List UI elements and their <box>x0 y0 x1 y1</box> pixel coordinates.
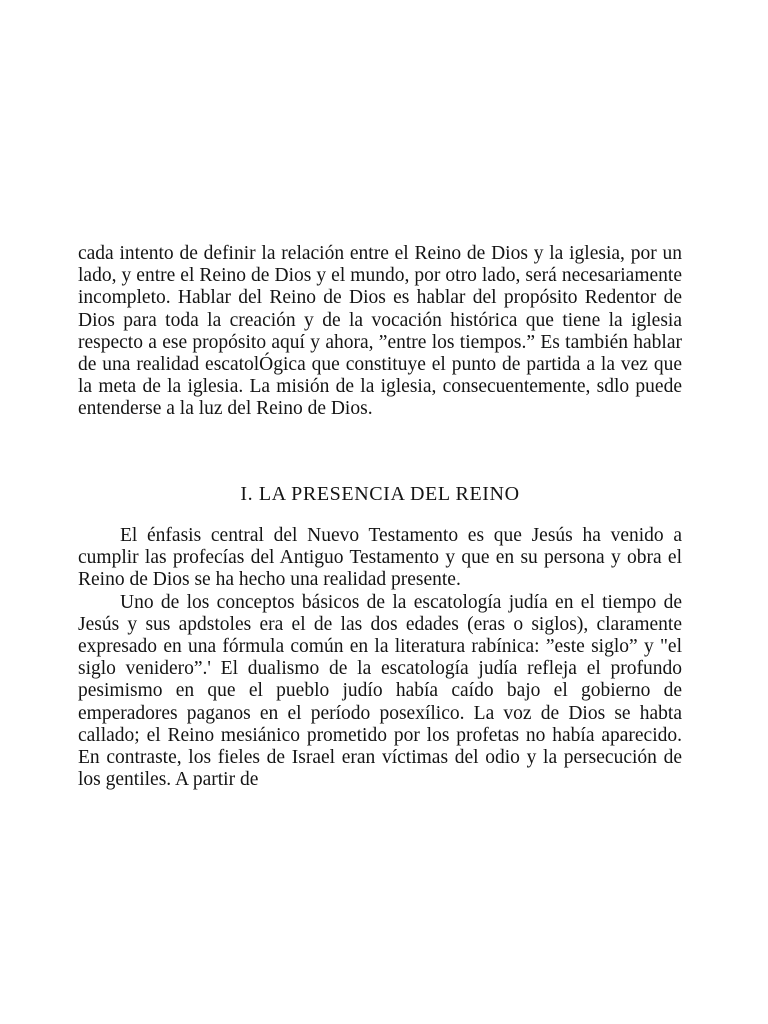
section-heading: I. LA PRESENCIA DEL REINO <box>240 483 520 505</box>
intro-paragraph: cada intento de definir la relación entre el Reino de Dios y la iglesia, por un lado, y entre el Reino de Dios y el mundo, por otro lado, será necesariamente incompleto. Hablar del Reino de Dios es hablar del propósito Redentor de Dios para toda la creación y de la vocación histórica que tiene la iglesia respecto a ese propósito aquí y ahora, ”entre los tiempos.” Es también hablar de una realidad escatolÓgica que constituye el punto de partida a la vez que la meta de la iglesia. La misión de la iglesia, consecuentemente, sdlo puede entenderse a la luz del Reino de Dios. <box>78 243 682 420</box>
section-body <box>78 525 682 791</box>
intro-text-block <box>78 243 682 421</box>
body-paragraph-1: El énfasis central del Nuevo Testamento es que Jesús ha venido a cumplir las profecías del Antiguo Testamento y que en su persona y obra el Reino de Dios se ha hecho una realidad presente. <box>78 525 682 591</box>
body-paragraph-2: Uno de los conceptos básicos de la escatología judía en el tiempo de Jesús y sus apdstoles era el de las dos edades (eras o siglos), claramente expresado en una fórmula común en la literatura rabínica: ”este siglo” y "el siglo venidero”.' El dualismo de la escatología judía refleja el profundo pesimismo en que el pueblo judío había caído bajo el gobierno de emperadores paganos en el período posexílico. La voz de Dios se habta callado; el Reino mesiánico prometido por los profetas no había aparecido. En contraste, los fieles de Israel eran víctimas del odio y la persecución de los gentiles. A partir de <box>78 591 682 791</box>
